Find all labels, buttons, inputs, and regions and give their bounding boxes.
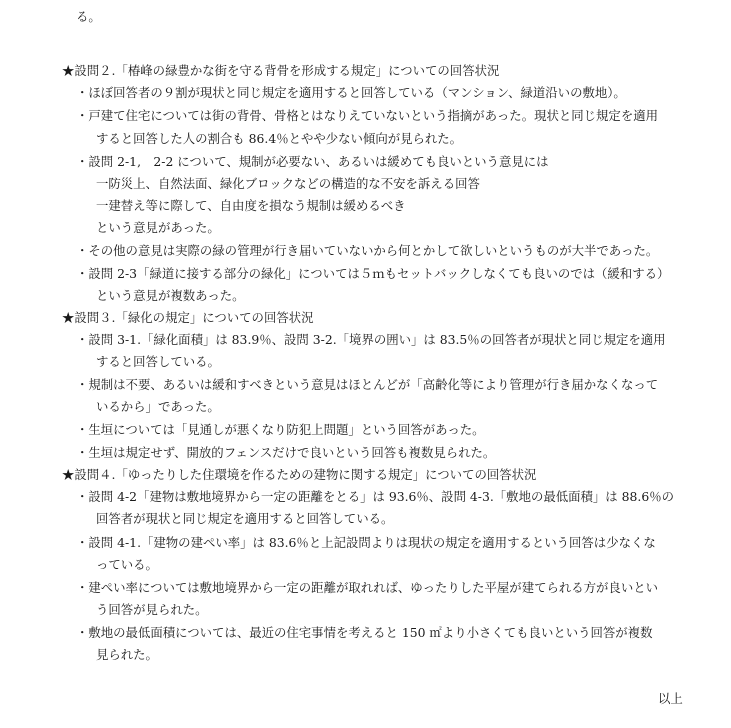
- continuation-line: 一防災上、自然法面、緑化ブロックなどの構造的な不安を訴える回答: [96, 176, 480, 191]
- bullet-line: ・生垣については「見通しが悪くなり防犯上問題」という回答があった。: [76, 422, 485, 437]
- section-heading-3: ★設問３.「緑化の規定」についての回答状況: [62, 310, 314, 325]
- continuation-line: 回答者が現状と同じ規定を適用すると回答している。: [96, 511, 394, 526]
- continuation-line: 一建替え等に際して、自由度を損なう規制は緩めるべき: [96, 198, 406, 213]
- bullet-line: ・敷地の最低面積については、最近の住宅事情を考えると 150 ㎡より小さくても良いという回答が複数: [76, 625, 653, 640]
- bullet-line: ・設問 3-1.「緑化面積」は 83.9％、設問 3-2.「境界の囲い」は 83.5％の回答者が現状と同じ規定を適用: [76, 332, 666, 347]
- continuation-line: う回答が見られた。: [96, 602, 208, 617]
- bullet-line: ・設問 4-1.「建物の建ぺい率」は 83.6％と上記設問よりは現状の規定を適用するという回答は少なくな: [76, 535, 656, 550]
- bullet-line: ・設問 2-1, 2-2 について、規制が必要ない、あるいは緩めても良いという意見には: [76, 154, 549, 169]
- bullet-line: ・規制は不要、あるいは緩和すべきという意見はほとんどが「高齢化等により管理が行き届かなくなって: [76, 377, 659, 392]
- continuation-line: いるから」であった。: [96, 399, 220, 414]
- continuation-line: すると回答している。: [96, 354, 220, 369]
- continuation-line: っている。: [96, 557, 158, 572]
- section-heading-4: ★設問４.「ゆったりした住環境を作るための建物に関する規定」についての回答状況: [62, 467, 537, 482]
- continuation-line: 見られた。: [96, 647, 158, 662]
- bullet-line: ・建ぺい率については敷地境界から一定の距離が取れれば、ゆったりした平屋が建てられる方が良いとい: [76, 580, 658, 595]
- bullet-line: ・その他の意見は実際の緑の管理が行き届いていないから何とかして欲しいというものが大半であった。: [76, 243, 659, 258]
- continuation-line: という意見があった。: [96, 220, 220, 235]
- bullet-line: ・ほぼ回答者の９割が現状と同じ規定を適用すると回答している（マンション、緑道沿いの敷地）。: [76, 85, 626, 100]
- bullet-line: ・戸建て住宅については街の背骨、骨格とはなりえていないという指摘があった。現状と同じ規定を適用: [76, 108, 658, 123]
- closing-mark: 以上: [658, 691, 683, 706]
- bullet-line: ・生垣は規定せず、開放的フェンスだけで良いという回答も複数見られた。: [76, 445, 496, 460]
- bullet-line: ・設問 4-2「建物は敷地境界から一定の距離をとる」は 93.6％、設問 4-3.「敷地の最低面積」は 88.6％の: [76, 489, 675, 504]
- section-heading-2: ★設問２.「椿峰の緑豊かな街を守る背骨を形成する規定」についての回答状況: [62, 63, 500, 78]
- continued-text: る。: [76, 9, 101, 24]
- continuation-line: という意見が複数あった。: [96, 288, 245, 303]
- continuation-line: すると回答した人の割合も 86.4％とやや少ない傾向が見られた。: [96, 131, 463, 146]
- bullet-line: ・設問 2-3「緑道に接する部分の緑化」については５ｍもセットバックしなくても良いのでは（緩和する）: [76, 266, 670, 281]
